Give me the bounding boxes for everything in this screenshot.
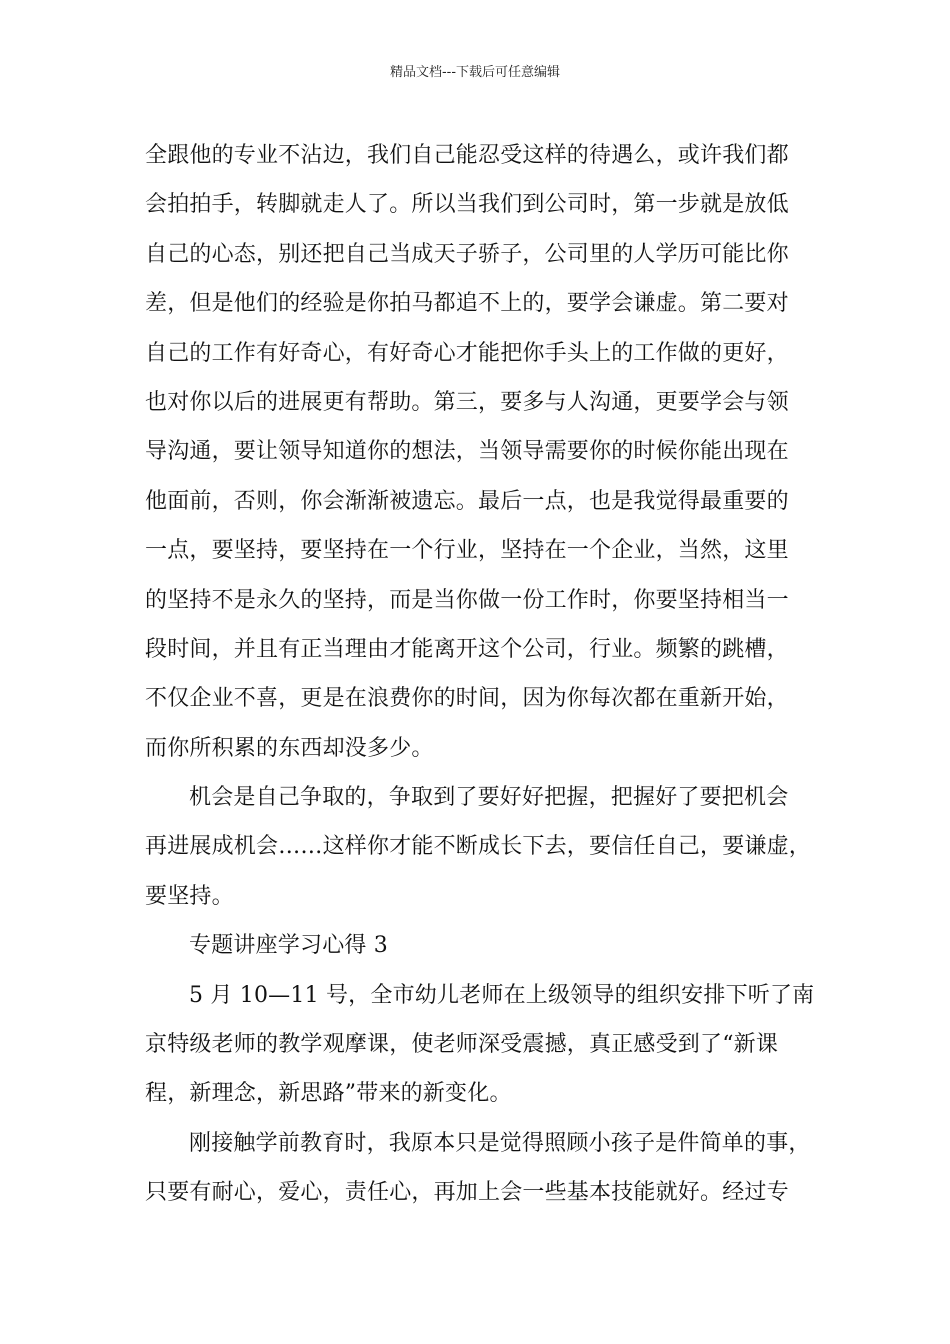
text-line: 一点，要坚持，要坚持在一个行业，坚持在一个企业，当然，这里 [145,538,789,564]
page-header: 精品文档---下载后可任意编辑 [389,65,561,80]
text-line: 自己的工作有好奇心，有好奇心才能把你手头上的工作做的更好， [145,340,789,366]
text-line: 他面前，否则，你会渐渐被遗忘。最后一点，也是我觉得最重要的 [145,488,789,514]
text-line: 的坚持不是永久的坚持，而是当你做一份工作时，你要坚持相当一 [145,587,789,613]
text-line: 再进展成机会……这样你才能不断成长下去，要信任自己，要谦虚， [145,834,812,860]
text-line: 不仅企业不喜，更是在浪费你的时间，因为你每次都在重新开始， [145,686,789,712]
text-line: 全跟他的专业不沾边，我们自己能忍受这样的待遇么，或许我们都 [145,143,789,168]
paragraph-start-line: 5 月 10—11 号，全市幼儿老师在上级领导的组织安排下听了南 [189,982,815,1008]
text-line: 导沟通，要让领导知道你的想法，当领导需要你的时候你能出现在 [145,439,789,465]
text-line: 京特级老师的教学观摩课，使老师深受震撼，真正感受到了“新课 [145,1032,779,1058]
text-line: 段时间，并且有正当理由才能离开这个公司，行业。频繁的跳槽， [145,636,789,662]
paragraph-start-line: 机会是自己争取的，争取到了要好好把握，把握好了要把机会 [189,785,789,811]
text-line: 会拍拍手，转脚就走人了。所以当我们到公司时，第一步就是放低 [145,192,789,218]
paragraph-start-line: 刚接触学前教育时，我原本只是觉得照顾小孩子是件简单的事， [189,1130,811,1156]
text-line: 自己的心态，别还把自己当成天子骄子，公司里的人学历可能比你 [145,241,789,267]
text-line: 程，新理念，新思路”带来的新变化。 [145,1081,512,1107]
text-line: 要坚持。 [145,883,234,909]
text-line: 也对你以后的进展更有帮助。第三，要多与人沟通，更要学会与领 [145,389,789,415]
document-body [145,131,820,1218]
text-line: 而你所积累的东西却没多少。 [145,735,434,761]
section-heading: 专题讲座学习心得 3 [189,933,388,959]
text-line: 差，但是他们的经验是你拍马都追不上的，要学会谦虚。第二要对 [145,291,789,317]
text-line: 只要有耐心，爱心，责任心，再加上会一些基本技能就好。经过专 [145,1180,789,1206]
